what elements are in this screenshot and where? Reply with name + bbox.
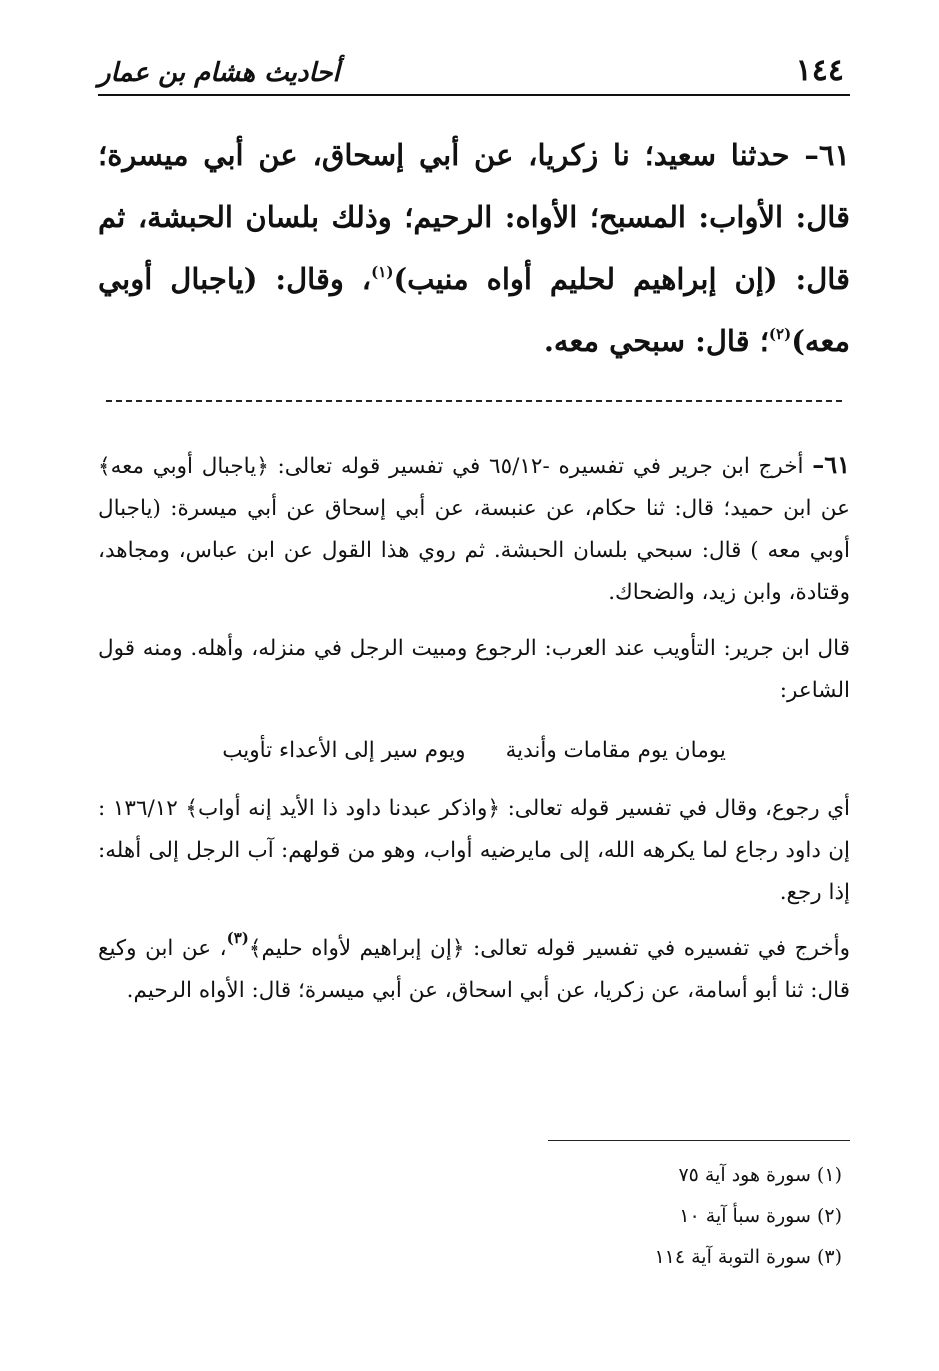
footnote-ref-1[interactable]: (١): [371, 263, 394, 281]
commentary-paragraph-2: قال ابن جرير: التأويب عند العرب: الرجوع ومبيت الرجل في منزله، وأهله. ومنه قول الشاعر:: [98, 636, 850, 703]
commentary-paragraph-1-text: أخرج ابن جرير في تفسيره -٦٥/١٢ في تفسير قوله تعالى: ﴿ياجبال أوبي معه﴾ عن ابن حميد؛ قال: ثنا حكام، عن عنبسة، عن أبي إسحاق عن أبي ميسرة: (ياجبال أوبي معه ) قال: سبحي بلسان الحبشة. ثم روي هذا القول عن ابن عباس، ومجاهد، وقتادة، وابن زيد، والضحاك.: [98, 454, 850, 605]
commentary-paragraph-4: [98, 928, 850, 1012]
hadith-text-part-3: ؛ قال: سبحي معه.: [543, 324, 769, 358]
running-title: أحاديث هشام بن عمار: [98, 58, 340, 88]
footnote-ref-3[interactable]: (٣): [226, 929, 249, 947]
commentary-paragraph-1: [98, 444, 850, 614]
commentary-paragraph-4-text-a: وأخرج في تفسيره في تفسير قوله تعالى: ﴿إن إبراهيم لأواه حليم﴾: [248, 936, 851, 961]
hadith-text-part-2: ، وقال: (ياجبال أوبي معه): [98, 262, 850, 358]
poem-verse: [98, 730, 850, 772]
footnote-1: (١) سورة هود آية ٧٥: [678, 1164, 842, 1186]
page-header: [98, 50, 850, 96]
page-number: ١٤٤: [795, 53, 844, 88]
hadith-text-part-1: حدثنا سعيد؛ نا زكريا، عن أبي إسحاق، عن أبي ميسرة؛ قال: الأواب: المسبح؛ الأواه: الرحيم؛ وذلك بلسان الحبشة، ثم قال: (إن إبراهيم لحليم أواه منيب): [98, 138, 850, 296]
dashed-separator: [106, 400, 842, 402]
commentary-paragraph-4-text-b: ، عن ابن وكيع قال: ثنا أبو أسامة، عن زكريا، عن أبي اسحاق، عن أبي ميسرة؛ قال: الأواه الرحيم.: [98, 936, 850, 1003]
commentary: [98, 444, 850, 1012]
footnote-3: (٣) سورة التوبة آية ١١٤: [654, 1246, 842, 1268]
footnote-rule: [548, 1140, 850, 1141]
hadith-number: ٦١–: [804, 138, 850, 172]
footnote-ref-2[interactable]: (٢): [768, 325, 792, 343]
footnotes: [654, 1155, 842, 1278]
footnote-2: (٢) سورة سبأ آية ١٠: [679, 1205, 842, 1227]
book-page: [98, 50, 851, 1268]
hadith-text: [98, 124, 850, 372]
poem-first-hemistich: يومان يوم مقامات وأندية: [505, 738, 726, 763]
poem-second-hemistich: ويوم سير إلى الأعداء تأويب: [222, 738, 466, 763]
commentary-paragraph-3: أي رجوع، وقال في تفسير قوله تعالى: ﴿واذكر عبدنا داود ذا الأيد إنه أواب﴾ ١٣٦/١٢ : إن داود رجاع لما يكرهه الله، إلى مايرضيه أواب، وهو من قولهم: آب الرجل إلى أهله: إذا رجع.: [98, 796, 850, 905]
commentary-number: ٦١–: [812, 450, 851, 479]
